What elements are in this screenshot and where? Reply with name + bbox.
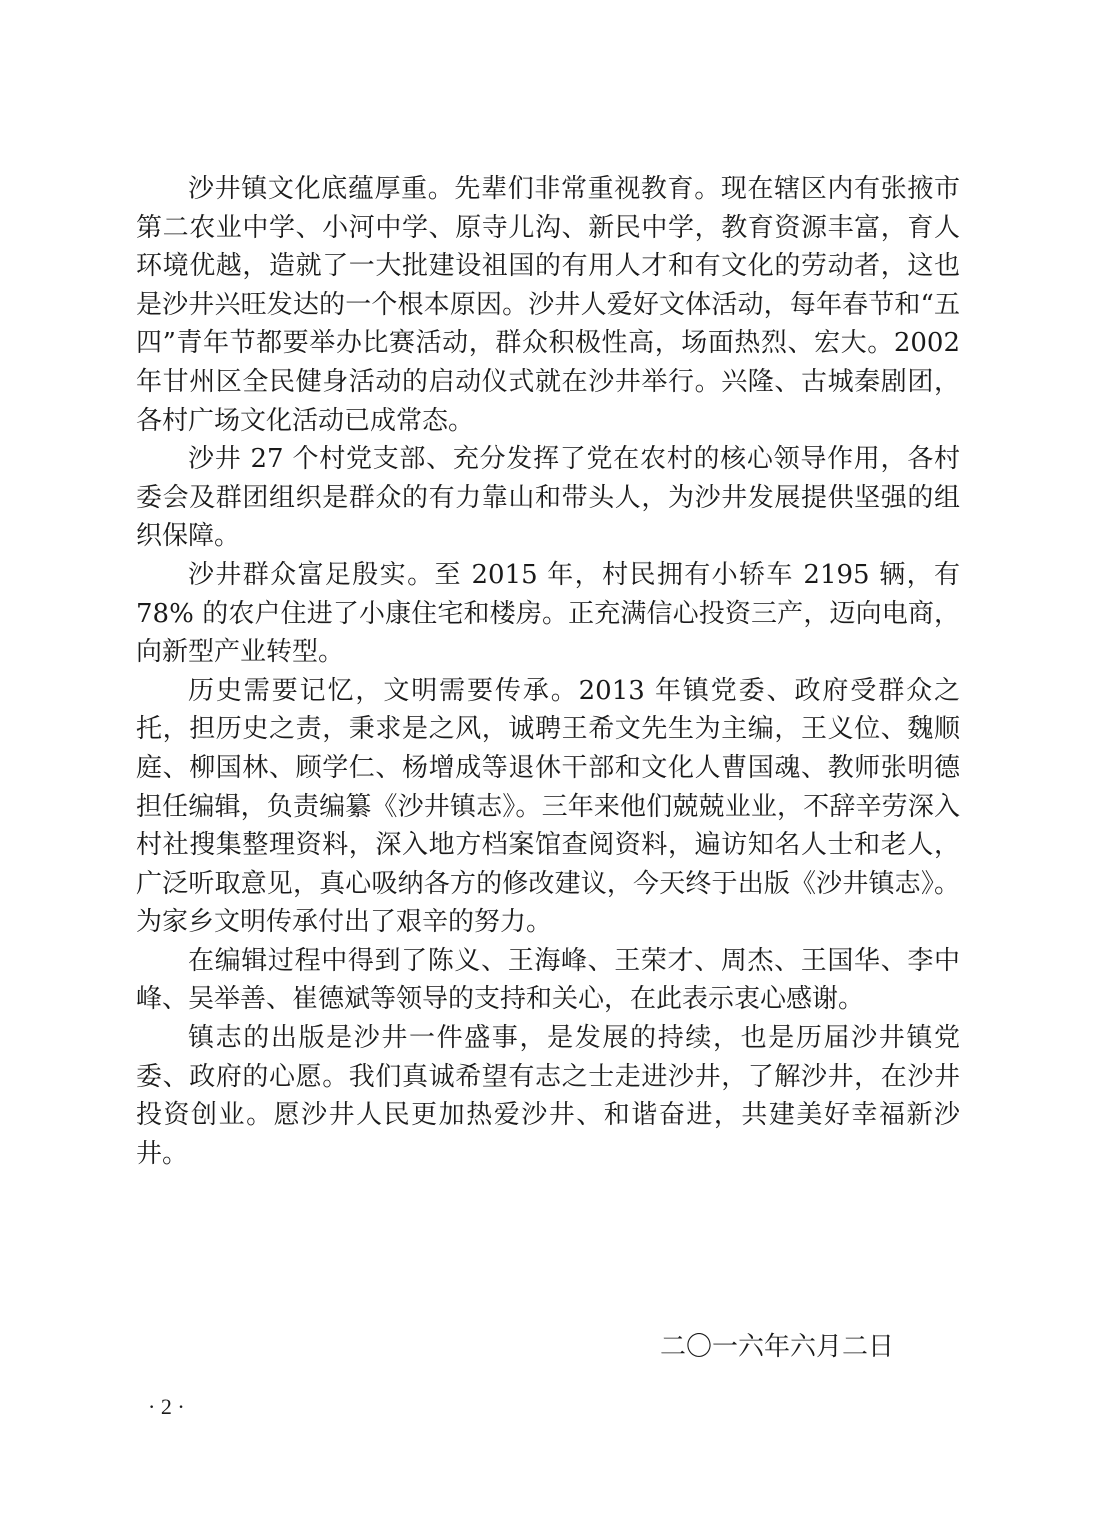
paragraph-prosperity: 沙井群众富足殷实。至 2015 年，村民拥有小轿车 2195 辆，有 78% 的农户住进了小康住宅和楼房。正充满信心投资三产，迈向电商，向新型产业转型。 (136, 559, 960, 668)
page-number: · 2 · (148, 1394, 185, 1419)
paragraph-acknowledgements: 在编辑过程中得到了陈义、王海峰、王荣才、周杰、王国华、李中峰、吴举善、崔德斌等领导的支持和关心，在此表示衷心感谢。 (136, 945, 960, 1015)
date-signature: 二〇一六年六月二日 (660, 1332, 895, 1362)
paragraph-compilation: 历史需要记忆，文明需要传承。2013 年镇党委、政府受群众之托，担历史之责，秉求是之风，诚聘王希文先生为主编，王义位、魏顺庭、柳国林、顾学仁、杨增成等退休干部和文化人曹国魂、教师张明德担任编辑，负责编纂《沙井镇志》。三年来他们兢兢业业，不辞辛劳深入村社搜集整理资料，深入地方档案馆查阅资料，遍访知名人士和老人，广泛听取意见，真心吸纳各方的修改建议，今天终于出版《沙井镇志》。为家乡文明传承付出了艰辛的努力。 (136, 675, 960, 938)
paragraph-closing: 镇志的出版是沙井一件盛事，是发展的持续，也是历届沙井镇党委、政府的心愿。我们真诚希望有志之士走进沙井，了解沙井，在沙井投资创业。愿沙井人民更加热爱沙井、和谐奋进，共建美好幸福新沙井。 (136, 1023, 960, 1169)
paragraph-culture: 沙井镇文化底蕴厚重。先辈们非常重视教育。现在辖区内有张掖市第二农业中学、小河中学、原寺儿沟、新民中学，教育资源丰富，育人环境优越，造就了一大批建设祖国的有用人才和有文化的劳动者，这也是沙井兴旺发达的一个根本原因。沙井人爱好文体活动，每年春节和“五四”青年节都要举办比赛活动，群众积极性高，场面热烈、宏大。2002 年甘州区全民健身活动的启动仪式就在沙井举行。兴隆、古城秦剧团，各村广场文化活动已成常态。 (136, 174, 960, 436)
body-text (136, 170, 960, 1173)
paragraph-party-branches: 沙井 27 个村党支部、充分发挥了党在农村的核心领导作用，各村委会及群团组织是群众的有力靠山和带头人，为沙井发展提供坚强的组织保障。 (136, 444, 960, 552)
